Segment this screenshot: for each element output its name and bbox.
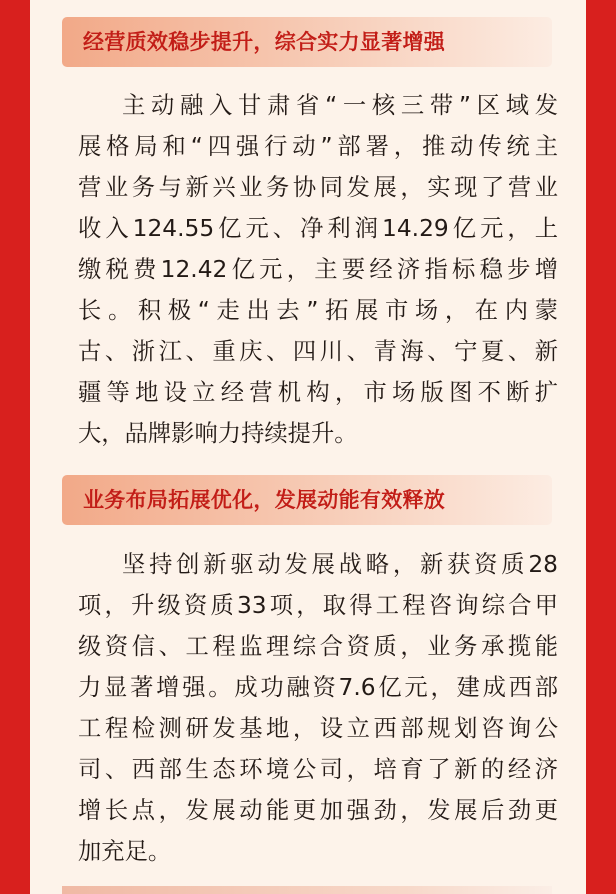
text-line: 力显著增强。成功融资7.6亿元，建成西部 [78, 674, 558, 701]
text-line: 坚持创新驱动发展战略，新获资质28 [122, 551, 558, 578]
section-title-operations: 经营质效稳步提升，综合实力显著增强 [62, 17, 552, 67]
next-section-banner-edge [62, 886, 552, 894]
text-line: 古、浙江、重庆、四川、青海、宁夏、新 [78, 338, 558, 365]
text-line: 工程检测研发基地，设立西部规划咨询公 [78, 715, 558, 742]
text-line: 增长点，发展动能更加强劲，发展后劲更 [78, 797, 558, 824]
text-line: 级资信、工程监理综合资质，业务承揽能 [78, 633, 558, 660]
text-line: 项，升级资质33项，取得工程咨询综合甲 [78, 592, 558, 619]
paragraph-business-layout [78, 544, 558, 872]
paragraph-operations [78, 85, 558, 454]
text-line: 司、西部生态环境公司，培育了新的经济 [78, 756, 558, 783]
text-line: 营业务与新兴业务协同发展，实现了营业 [78, 174, 558, 201]
text-line: 缴税费12.42亿元，主要经济指标稳步增 [78, 256, 558, 283]
text-line: 加充足。 [78, 838, 172, 865]
text-line: 长。积极“走出去”拓展市场，在内蒙 [78, 297, 558, 324]
text-line: 疆等地设立经营机构，市场版图不断扩 [78, 379, 558, 406]
text-line: 主动融入甘肃省“一核三带”区域发 [122, 92, 558, 119]
text-line: 大，品牌影响力持续提升。 [78, 420, 358, 447]
section-title-business-layout: 业务布局拓展优化，发展动能有效释放 [62, 475, 552, 525]
text-line: 收入124.55亿元、净利润14.29亿元，上 [78, 215, 558, 242]
text-line: 展格局和“四强行动”部署，推动传统主 [78, 133, 558, 160]
